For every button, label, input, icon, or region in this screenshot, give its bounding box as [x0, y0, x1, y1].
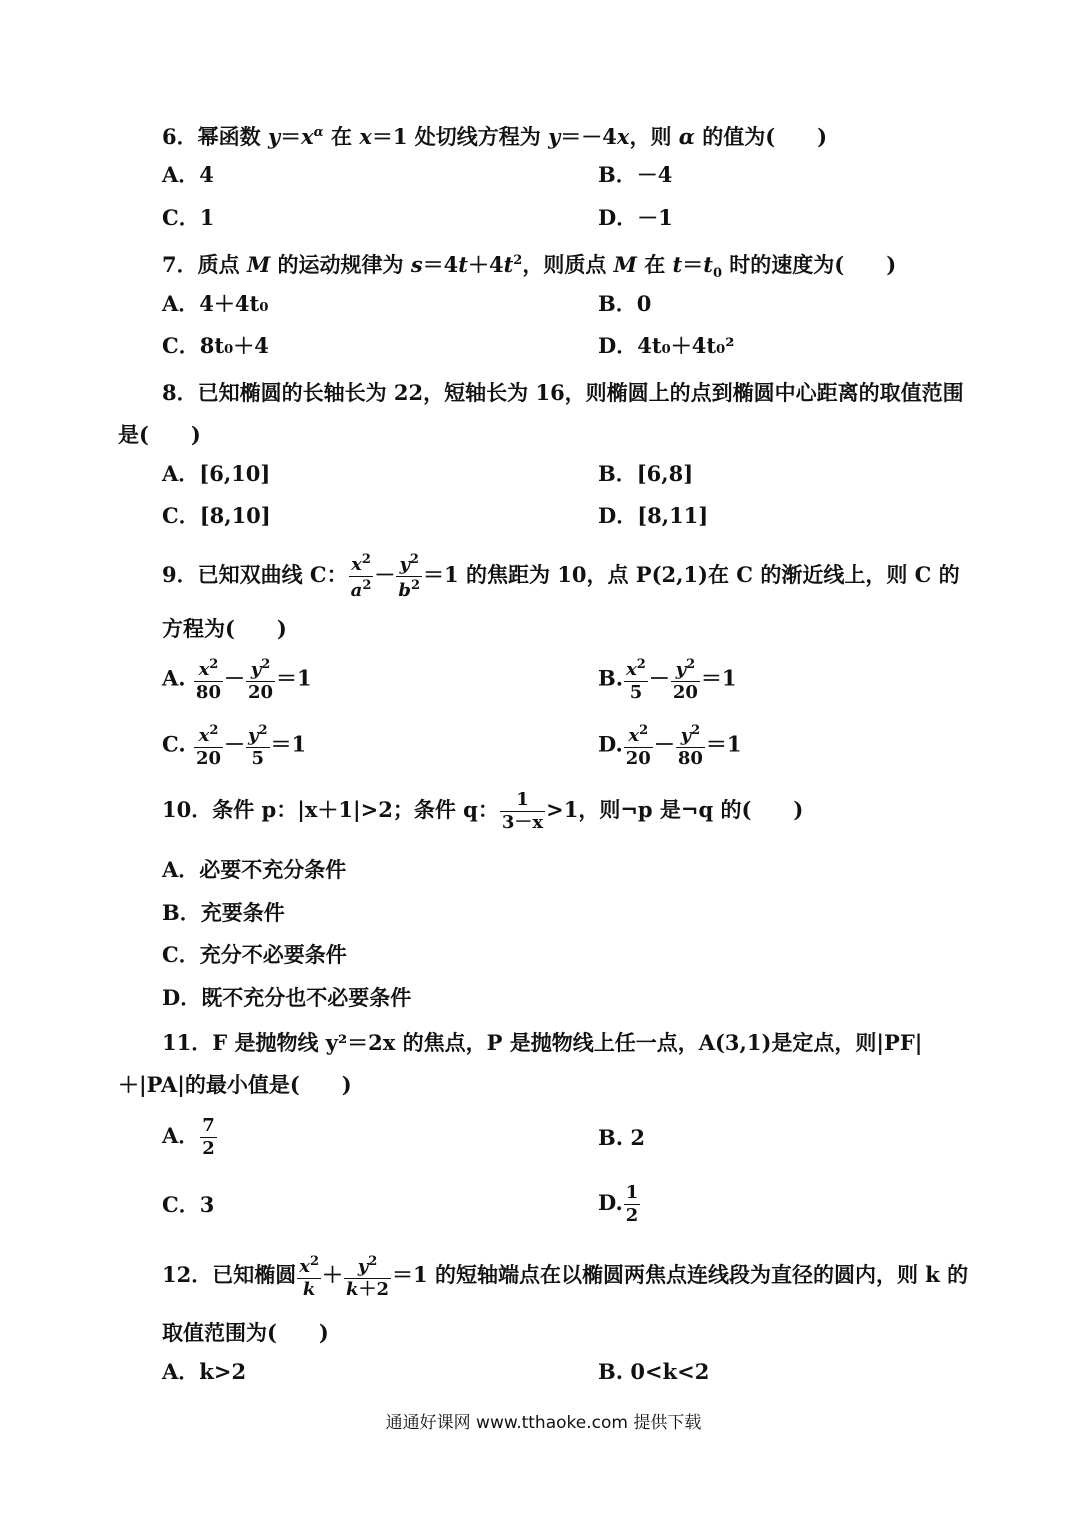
q9-option-c: C. $\frac{x^2}{20}$ － $\frac{y^2}{5}$ ＝1 [162, 723, 307, 769]
q10-option-a: A．必要不充分条件 [162, 857, 347, 882]
q7-option-d: D．4t₀＋4t₀² [598, 333, 735, 358]
q11-option-a: A． $\frac{7}{2}$ [162, 1115, 215, 1159]
q6-option-d: D．－1 [598, 205, 673, 230]
question-11: 11．F 是抛物线 y²＝2x 的焦点，P 是抛物线上任一点，A(3,1)是定点，则|PF|＋|PA|的最小值是( ) [118, 1030, 923, 1097]
q8-option-a: A．[6,10] [162, 461, 271, 486]
q6-option-a: A．4 [162, 162, 214, 187]
q10-option-c: C．充分不必要条件 [162, 942, 347, 967]
fraction: $\frac{1}{3-x}$ [501, 789, 544, 833]
q8-option-c: C．[8,10] [162, 503, 271, 528]
q9-option-a: A. $\frac{x^2}{80}$ － $\frac{y^2}{20}$ ＝1 [162, 657, 312, 703]
q8-option-d: D．[8,11] [598, 503, 709, 528]
fraction: $\frac{y^2}{b^2}$ [398, 552, 421, 601]
q10-option-b: B．充要条件 [162, 900, 285, 925]
q9-option-d: D. $\frac{x^2}{20}$ － $\frac{y^2}{80}$ ＝1 [598, 723, 742, 769]
question-12: 12．已知椭圆 $\frac{x^2}{k}$ ＋ $\frac{y^2}{k+2}$ ＝1 的短轴端点在以椭圆两焦点连线段为直径的圆内，则 k 的取值范围为( ) [162, 1253, 969, 1345]
question-10: 10．条件 p：|x＋1|>2；条件 q： $\frac{1}{3-x}$ >1，则¬p 是¬q 的( ) [162, 789, 804, 833]
q7-option-b: B．0 [598, 291, 652, 316]
question-6: 6．幂函数 $y=x^\alpha$ 在 x＝1 处切线方程为 y＝－4x，则 α 的值为( ) [162, 124, 828, 149]
page-footer: 通通好课网 www.tthaoke.com 提供下载 [385, 1413, 702, 1433]
question-9: 9．已知双曲线 C： $\frac{x^2}{a^2}$ － $\frac{y^2}{b^2}$ ＝1 的焦距为 10，点 P(2,1)在 C 的渐近线上，则 C 的方程为( ) [162, 552, 960, 641]
q7-option-c: C．8t₀＋4 [162, 333, 269, 358]
q6-option-c: C．1 [162, 205, 215, 230]
q6-option-b: B．－4 [598, 162, 673, 187]
question-7: 7．质点 M 的运动规律为 $s=4t+4t^2$，则质点 M 在 $t=t_0$ 时的速度为( ) [162, 252, 897, 282]
q11-option-c: C．3 [162, 1192, 215, 1217]
q11-option-d: D. $\frac{1}{2}$ [598, 1182, 639, 1226]
q9-option-b: B. $\frac{x^2}{5}$ － $\frac{y^2}{20}$ ＝1 [598, 657, 737, 703]
q10-option-d: D．既不充分也不必要条件 [162, 985, 412, 1010]
question-8: 8．已知椭圆的长轴长为 22，短轴长为 16，则椭圆上的点到椭圆中心距离的取值范围是( ) [118, 380, 964, 447]
fraction: $\frac{x^2}{k}$ [299, 1253, 320, 1300]
q12-option-b: B. 0<k<2 [598, 1359, 710, 1384]
fraction: $\frac{y^2}{k+2}$ [346, 1253, 390, 1300]
q11-option-b: B. 2 [598, 1125, 645, 1150]
fraction: $\frac{x^2}{a^2}$ [350, 552, 372, 601]
q7-option-a: A．4＋4t₀ [162, 291, 269, 316]
q8-option-b: B．[6,8] [598, 461, 694, 486]
q12-option-a: A．k>2 [162, 1359, 247, 1384]
